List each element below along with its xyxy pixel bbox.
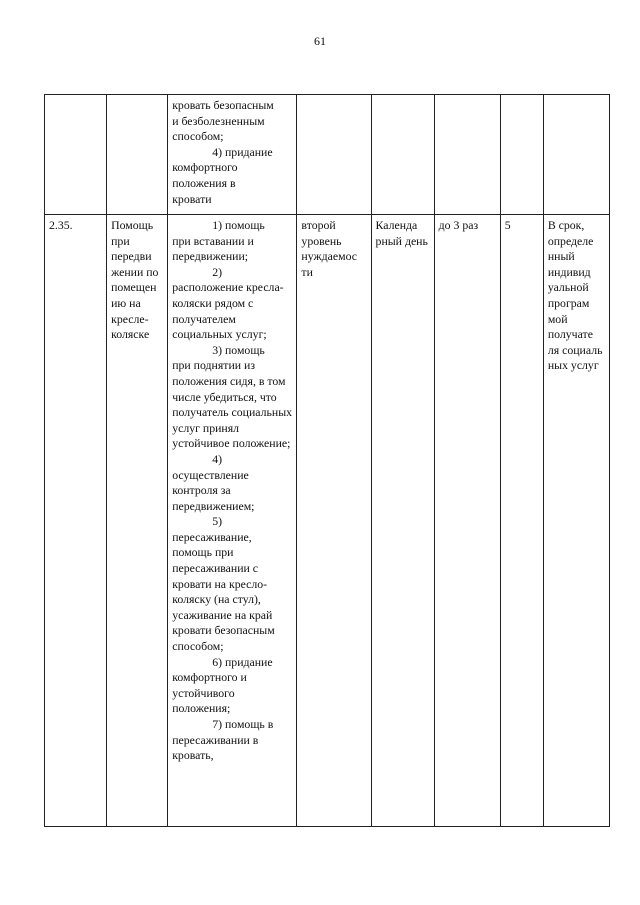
item-2: 2) расположение кресла-коляски рядом с получателем социальных услуг;	[172, 264, 284, 342]
cell-value: 5	[500, 215, 543, 827]
item-7: 7) помощь в пересаживании в кровать,	[172, 717, 274, 763]
cell-description	[168, 95, 297, 215]
cell-value	[500, 95, 543, 215]
table-row	[45, 215, 610, 827]
text-line: положения в	[172, 175, 236, 190]
item-5: 5) пересаживание, помощь при пересаживании с кровати на кресло-коляску (на стул), усаживание на край кровати безопасным способом;	[172, 514, 275, 654]
services-table	[44, 94, 610, 827]
item-1: 1) помощь при вставании и передвижении;	[172, 218, 265, 264]
cell-num	[45, 95, 107, 215]
cell-frequency	[434, 95, 500, 215]
text-line: способом;	[172, 129, 224, 144]
item-4: 4) осуществление контроля за передвижением;	[172, 451, 255, 513]
text-line: кровати	[172, 191, 212, 206]
table-row	[45, 95, 610, 215]
cell-num: 2.35.	[45, 215, 107, 827]
text-line: 4) придание	[212, 144, 273, 159]
cell-frequency: до 3 раз	[434, 215, 500, 827]
text-line: кровать безопасным	[172, 98, 274, 112]
cell-term	[543, 95, 609, 215]
cell-description	[168, 215, 297, 827]
cell-period: Календа рный день	[371, 215, 434, 827]
item-3: 3) помощь при поднятии из положения сидя, в том числе убедиться, что получатель социальных услуг принял устойчивое положение;	[172, 342, 293, 451]
cell-level	[297, 95, 371, 215]
cell-name	[107, 95, 168, 215]
cell-term: В срок, определе нный индивид уальной програм мой получате ля социаль ных услуг	[543, 215, 609, 827]
item-6: 6) придание комфортного и устойчивого положения;	[172, 654, 273, 716]
page-number: 61	[314, 34, 326, 48]
cell-period	[371, 95, 434, 215]
text-line: и безболезненным	[172, 113, 265, 128]
cell-name: Помощь при передви жении по помещен ию на кресле-коляске	[107, 215, 168, 827]
cell-level: второй уровень нуждаемос ти	[297, 215, 371, 827]
text-line: комфортного	[172, 160, 238, 175]
